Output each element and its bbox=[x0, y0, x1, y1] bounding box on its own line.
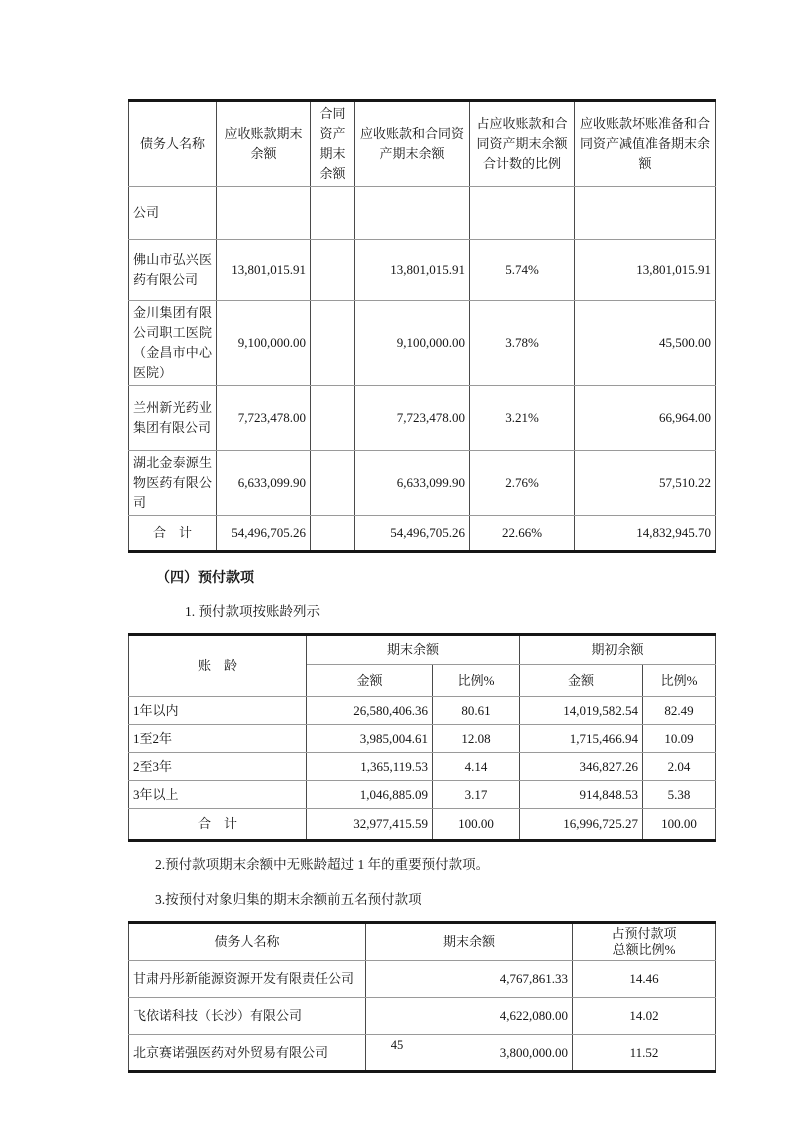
header-debtor-name: 债务人名称 bbox=[129, 923, 366, 961]
header-begin-amount: 金额 bbox=[520, 665, 643, 697]
begin-amount-cell: 914,848.53 bbox=[520, 781, 643, 809]
begin-ratio-cell: 10.09 bbox=[643, 725, 716, 753]
prepayments-aging-table bbox=[128, 633, 716, 842]
end-ratio-cell: 3.17 bbox=[433, 781, 520, 809]
end-amount-cell: 32,977,415.59 bbox=[307, 809, 433, 841]
amount-cell: 4,622,080.00 bbox=[366, 998, 573, 1035]
receivables-header-row bbox=[129, 101, 716, 187]
section-heading-prepayments: （四）预付款项 bbox=[156, 571, 254, 586]
total-row bbox=[129, 516, 716, 552]
combined-cell: 7,723,478.00 bbox=[355, 386, 470, 451]
debtor-name-cell: 金川集团有限公司职工医院（金昌市中心医院） bbox=[129, 301, 217, 386]
debtor-name-cell: 飞依诺科技（长沙）有限公司 bbox=[129, 998, 366, 1035]
header-ratio: 占应收账款和合同资产期末余额合计数的比例 bbox=[470, 101, 575, 187]
header-provision: 应收账款坏账准备和合同资产减值准备期末余额 bbox=[575, 101, 716, 187]
header-beginning-balance-group: 期初余额 bbox=[520, 635, 716, 665]
receivable-cell: 9,100,000.00 bbox=[217, 301, 311, 386]
end-ratio-cell: 80.61 bbox=[433, 697, 520, 725]
header-prepayment-ratio bbox=[573, 923, 716, 961]
begin-ratio-cell: 100.00 bbox=[643, 809, 716, 841]
header-begin-ratio: 比例% bbox=[643, 665, 716, 697]
ratio-cell bbox=[470, 187, 575, 240]
debtor-name-cell: 佛山市弘兴医药有限公司 bbox=[129, 240, 217, 301]
ratio-cell: 14.46 bbox=[573, 961, 716, 998]
page-content bbox=[128, 99, 715, 1073]
contract-cell bbox=[311, 516, 355, 552]
combined-cell: 6,633,099.90 bbox=[355, 451, 470, 516]
receivable-cell: 13,801,015.91 bbox=[217, 240, 311, 301]
age-cell: 3年以上 bbox=[129, 781, 307, 809]
header-prepayment-ratio-line2: 总额比例% bbox=[612, 942, 676, 957]
table-row bbox=[129, 301, 716, 386]
combined-cell: 9,100,000.00 bbox=[355, 301, 470, 386]
end-ratio-cell: 100.00 bbox=[433, 809, 520, 841]
ratio-cell: 11.52 bbox=[573, 1035, 716, 1072]
provision-cell bbox=[575, 187, 716, 240]
amount-cell: 4,767,861.33 bbox=[366, 961, 573, 998]
begin-amount-cell: 16,996,725.27 bbox=[520, 809, 643, 841]
end-ratio-cell: 12.08 bbox=[433, 725, 520, 753]
total-label: 合 计 bbox=[129, 809, 307, 841]
header-end-ratio: 比例% bbox=[433, 665, 520, 697]
begin-amount-cell: 346,827.26 bbox=[520, 753, 643, 781]
receivable-cell: 6,633,099.90 bbox=[217, 451, 311, 516]
table-row bbox=[129, 998, 716, 1035]
ratio-cell: 22.66% bbox=[470, 516, 575, 552]
table-row bbox=[129, 725, 716, 753]
provision-cell: 57,510.22 bbox=[575, 451, 716, 516]
header-contract-asset-balance: 合同资产期末余额 bbox=[311, 101, 355, 187]
debtor-name-cell: 甘肃丹彤新能源资源开发有限责任公司 bbox=[129, 961, 366, 998]
ratio-cell: 5.74% bbox=[470, 240, 575, 301]
contract-cell bbox=[311, 386, 355, 451]
receivable-cell: 54,496,705.26 bbox=[217, 516, 311, 552]
debtor-name-cell: 公司 bbox=[129, 187, 217, 240]
begin-amount-cell: 14,019,582.54 bbox=[520, 697, 643, 725]
header-receivable-balance: 应收账款期末余额 bbox=[217, 101, 311, 187]
contract-cell bbox=[311, 301, 355, 386]
begin-ratio-cell: 2.04 bbox=[643, 753, 716, 781]
contract-cell bbox=[311, 187, 355, 240]
table-row bbox=[129, 386, 716, 451]
receivable-cell: 7,723,478.00 bbox=[217, 386, 311, 451]
ratio-cell: 3.78% bbox=[470, 301, 575, 386]
ratio-cell: 2.76% bbox=[470, 451, 575, 516]
header-end-amount: 金额 bbox=[307, 665, 433, 697]
table-row bbox=[129, 697, 716, 725]
receivables-table bbox=[128, 99, 716, 553]
begin-amount-cell: 1,715,466.94 bbox=[520, 725, 643, 753]
debtor-name-cell: 北京赛诺强医药对外贸易有限公司 bbox=[129, 1035, 366, 1072]
header-combined-balance: 应收账款和合同资产期末余额 bbox=[355, 101, 470, 187]
provision-cell: 13,801,015.91 bbox=[575, 240, 716, 301]
provision-cell: 45,500.00 bbox=[575, 301, 716, 386]
table-row bbox=[129, 781, 716, 809]
combined-cell: 54,496,705.26 bbox=[355, 516, 470, 552]
age-cell: 1至2年 bbox=[129, 725, 307, 753]
debtor-name-cell: 兰州新光药业集团有限公司 bbox=[129, 386, 217, 451]
receivable-cell bbox=[217, 187, 311, 240]
amount-cell: 3,800,000.00 bbox=[366, 1035, 573, 1072]
total-row bbox=[129, 809, 716, 841]
end-amount-cell: 1,046,885.09 bbox=[307, 781, 433, 809]
note-no-significant-prepayments: 2.预付款项期末余额中无账龄超过 1 年的重要预付款项。 bbox=[155, 857, 490, 872]
page-number: 45 bbox=[390, 1038, 404, 1052]
ratio-cell: 14.02 bbox=[573, 998, 716, 1035]
debtor-name-cell: 湖北金泰源生物医药有限公司 bbox=[129, 451, 217, 516]
header-aging: 账 龄 bbox=[129, 635, 307, 697]
ratio-cell: 3.21% bbox=[470, 386, 575, 451]
end-amount-cell: 3,985,004.61 bbox=[307, 725, 433, 753]
end-ratio-cell: 4.14 bbox=[433, 753, 520, 781]
top5-header-row bbox=[129, 923, 716, 961]
begin-ratio-cell: 5.38 bbox=[643, 781, 716, 809]
provision-cell: 14,832,945.70 bbox=[575, 516, 716, 552]
header-prepayment-ratio-line1: 占预付款项 bbox=[611, 926, 677, 941]
contract-cell bbox=[311, 451, 355, 516]
end-amount-cell: 1,365,119.53 bbox=[307, 753, 433, 781]
aging-group-header-row bbox=[129, 635, 716, 665]
header-ending-balance-group: 期末余额 bbox=[307, 635, 520, 665]
combined-cell: 13,801,015.91 bbox=[355, 240, 470, 301]
list-item-aging: 1. 预付款项按账龄列示 bbox=[185, 604, 320, 619]
table-row bbox=[129, 240, 716, 301]
begin-ratio-cell: 82.49 bbox=[643, 697, 716, 725]
combined-cell bbox=[355, 187, 470, 240]
age-cell: 2至3年 bbox=[129, 753, 307, 781]
header-end-balance: 期末余额 bbox=[366, 923, 573, 961]
provision-cell: 66,964.00 bbox=[575, 386, 716, 451]
end-amount-cell: 26,580,406.36 bbox=[307, 697, 433, 725]
table-row bbox=[129, 187, 716, 240]
age-cell: 1年以内 bbox=[129, 697, 307, 725]
total-label: 合 计 bbox=[129, 516, 217, 552]
table-row bbox=[129, 451, 716, 516]
table-row bbox=[129, 961, 716, 998]
note-top5-prepayments: 3.按预付对象归集的期末余额前五名预付款项 bbox=[155, 892, 422, 907]
header-debtor-name: 债务人名称 bbox=[129, 101, 217, 187]
table-row bbox=[129, 753, 716, 781]
contract-cell bbox=[311, 240, 355, 301]
